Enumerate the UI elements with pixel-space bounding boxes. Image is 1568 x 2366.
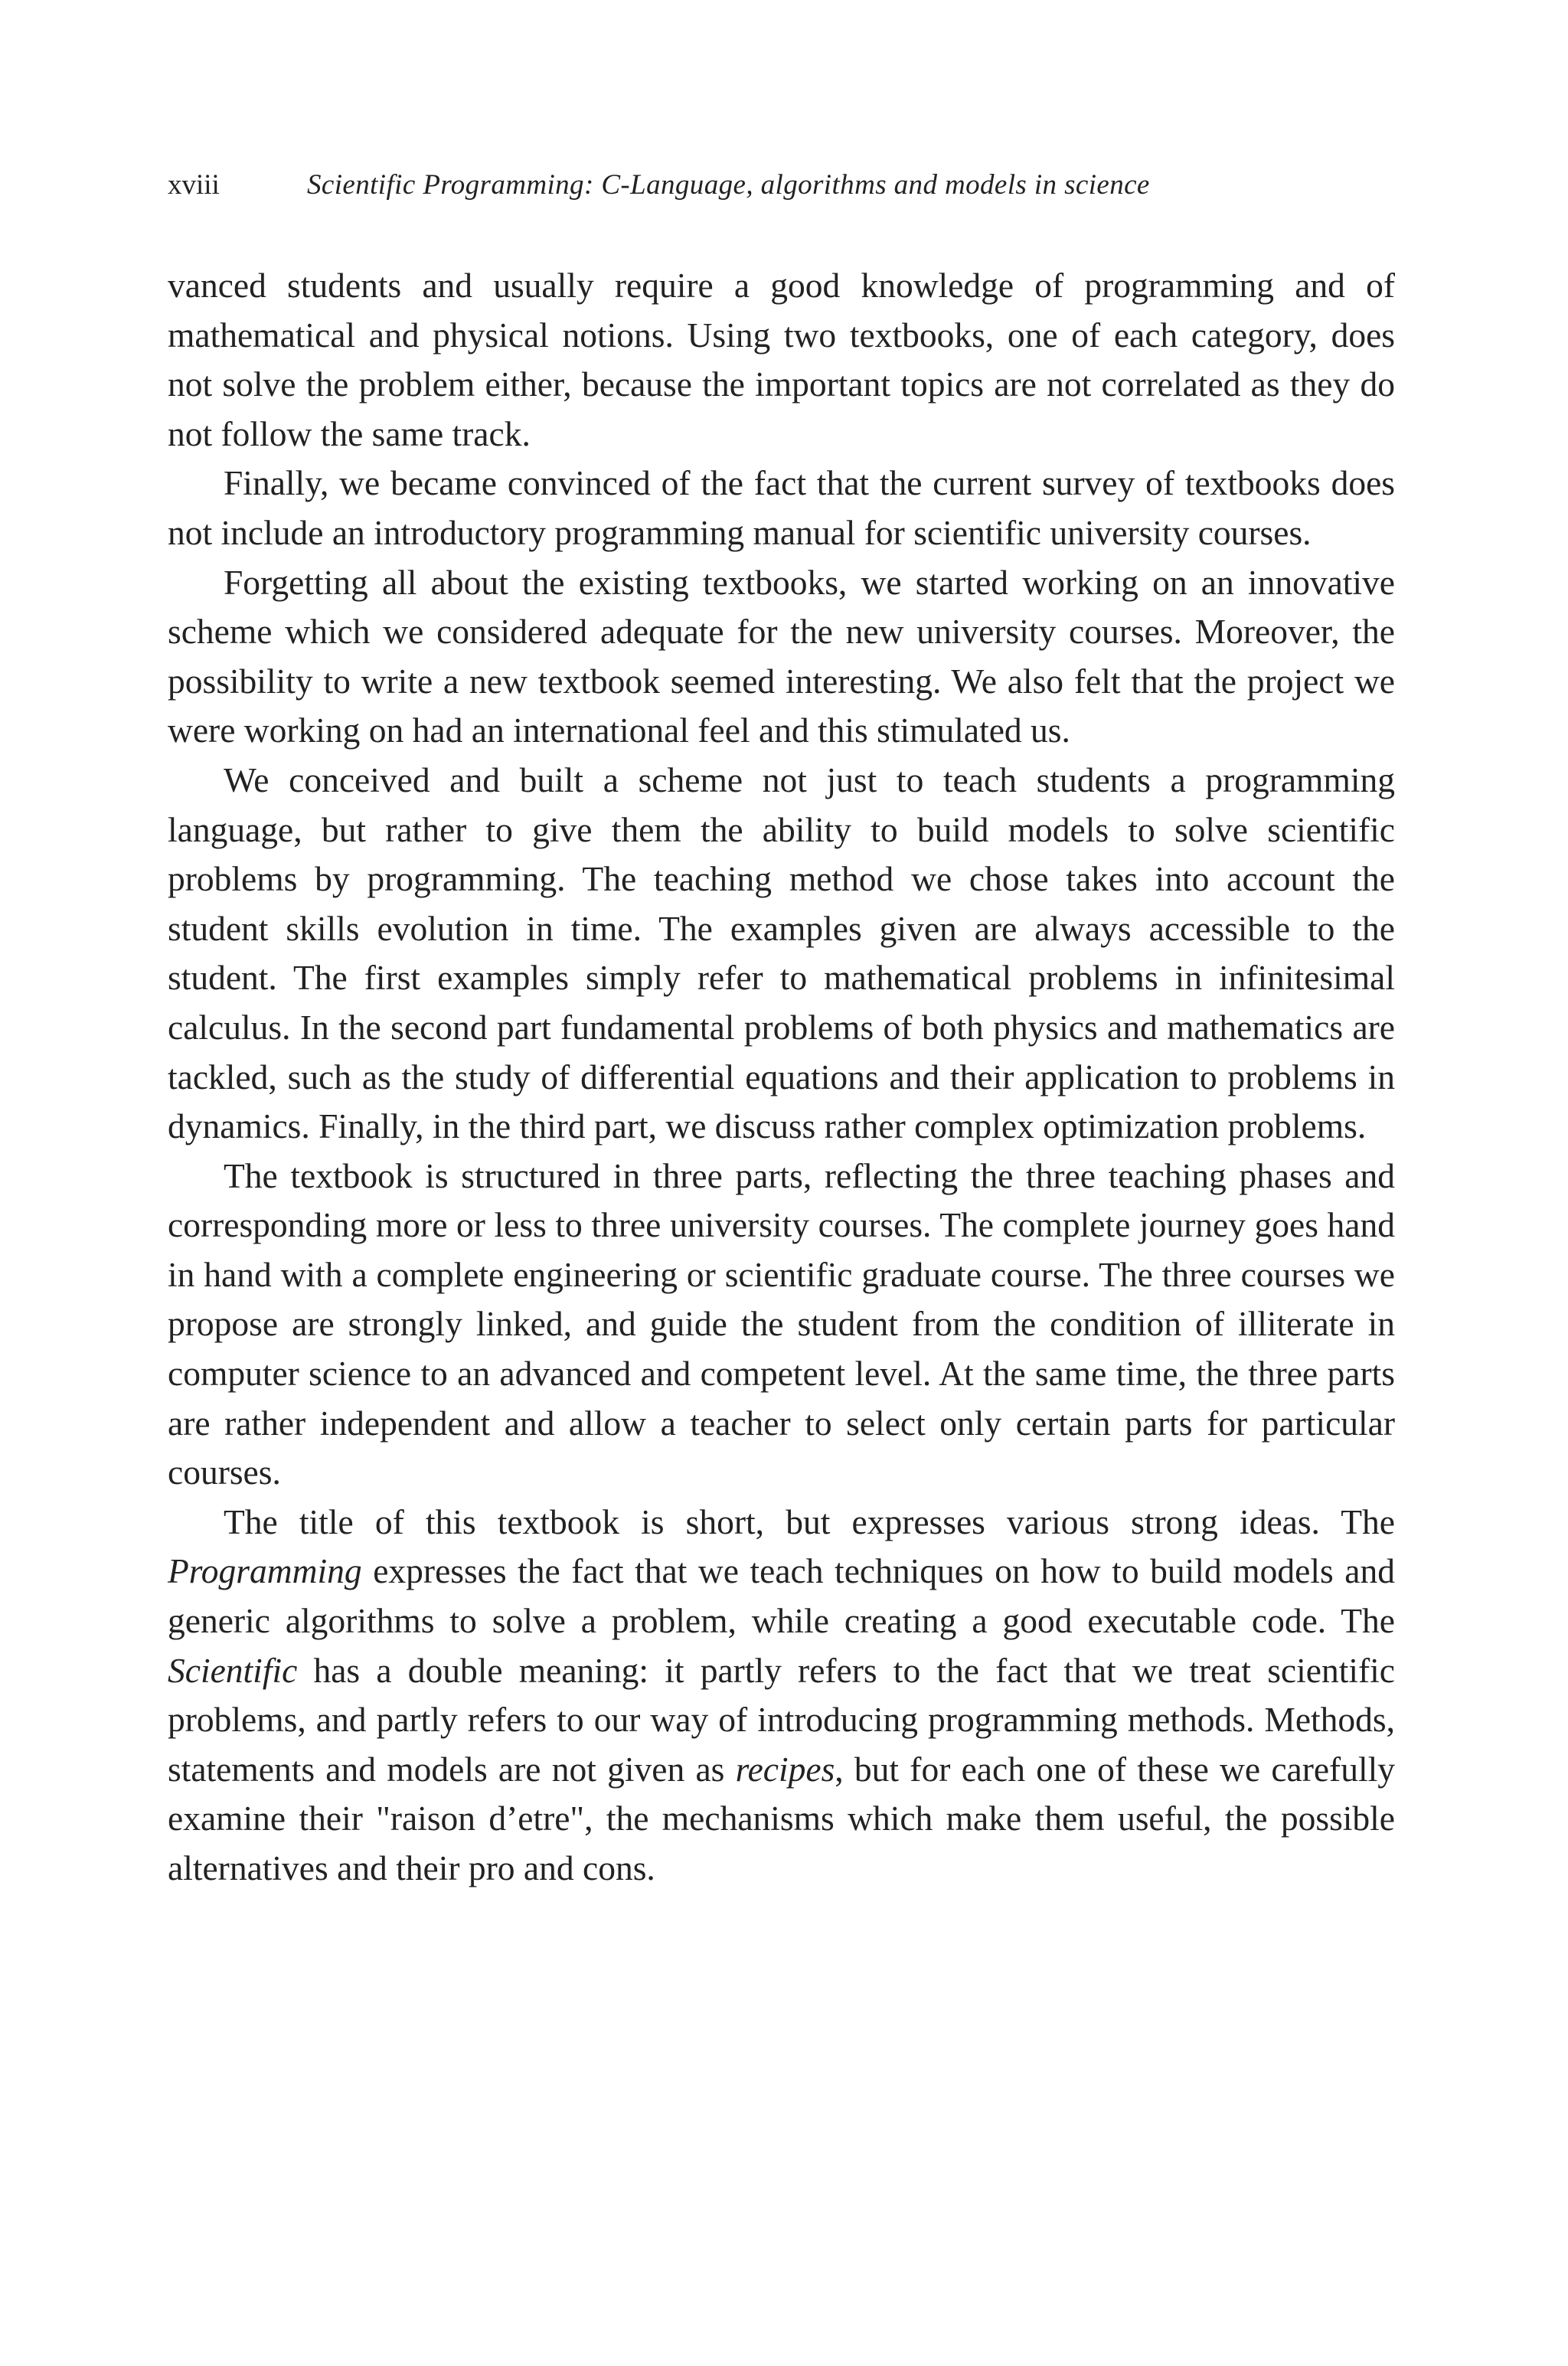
paragraph-title-meaning — [168, 1498, 1395, 1894]
paragraph-continued: vanced students and usually require a good knowledge of programming and of mathematical and physical notions. Using two textbooks, one of each category, does not solve the problem either, because the important topics are not correlated as they do not follow the same track. — [168, 266, 1395, 453]
paragraph-teaching-method: We conceived and built a scheme not just to teach students a programming language, but rather to give them the ability to build models to solve scientific problems by programming. The teaching method we chose takes into account the student skills evolution in time. The examples given are always accessible to the student. The first examples simply refer to mathematical problems in infinitesimal calculus. In the second part fundamental problems of both physics and mathematics are tackled, such as the study of differential equations and their application to problems in dynamics. Finally, in the third part, we discuss rather complex optimization problems. — [168, 760, 1395, 1146]
paragraph-survey: Finally, we became convinced of the fact that the current survey of textbooks does not include an introductory programming manual for scientific university courses. — [168, 463, 1395, 552]
page-header — [168, 162, 1412, 208]
emphasis-programming: Programming — [168, 1551, 362, 1591]
text-segment: , but for each one of these we carefully examine their "raison d’etre", the mechanisms which make them useful, the possible alternatives and their pro and cons. — [168, 1749, 1395, 1887]
body-text — [168, 261, 1395, 1894]
emphasis-scientific: Scientific — [168, 1650, 298, 1690]
text-segment: expresses the fact that we teach techniques on how to build models and generic algorithms to solve a problem, while creating a good executable code. The — [168, 1551, 1395, 1641]
text-segment: The title of this textbook is short, but expresses various strong ideas. The — [224, 1502, 1395, 1541]
emphasis-recipes: recipes — [735, 1749, 835, 1789]
running-title: Scientific Programming: C-Language, algorithms and models in science — [307, 169, 1150, 201]
paragraph-innovative-scheme: Forgetting all about the existing textbooks, we started working on an innovative scheme which we considered adequate for the new university courses. Moreover, the possibility to write a new textbook seemed interesting. We also felt that the project we were working on had an international feel and this stimulated us. — [168, 562, 1395, 750]
page-number: xviii — [168, 169, 220, 201]
text-segment: has a double meaning: it partly refers to the fact that we treat scientific problems, and partly refers to our way of introducing programming methods. Methods, statements and models are not given as — [168, 1650, 1395, 1789]
paragraph-structure: The textbook is structured in three parts, reflecting the three teaching phases and corresponding more or less to three university courses. The complete journey goes hand in hand with a complete engineering or scientific graduate course. The three courses we propose are strongly linked, and guide the student from the condition of illiterate in computer science to an advanced and competent level. At the same time, the three parts are rather independent and allow a teacher to select only certain parts for particular courses. — [168, 1155, 1395, 1492]
